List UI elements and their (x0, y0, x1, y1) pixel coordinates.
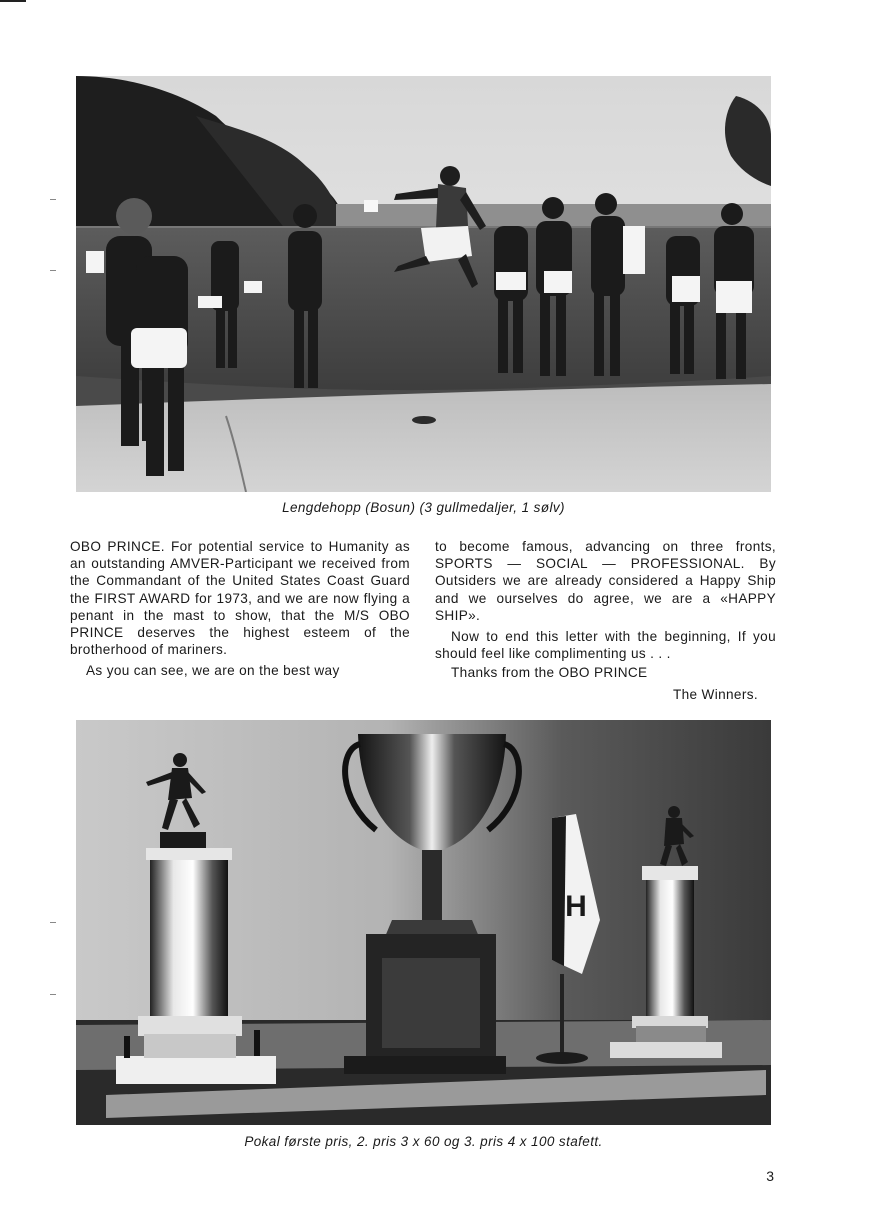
article-signature: The Winners. (672, 686, 758, 702)
margin-tick-mark (50, 270, 56, 271)
article-left-column (70, 538, 410, 680)
margin-tick-mark (50, 199, 56, 200)
pennant-letter: H (565, 890, 587, 923)
article-paragraph: to become famous, advancing on three fronts, SPORTS — SOCIAL — PROFESSIONAL. By Outsiders we are already considered a Happy Ship and we ourselves do agree, we are a «HAPPY SHIP». (435, 539, 776, 623)
article-right-column (435, 538, 776, 703)
trophies-photo-drawing (76, 720, 771, 1125)
long-jump-photo-drawing (76, 76, 771, 492)
article-paragraph: As you can see, we are on the best way (86, 663, 340, 679)
article-paragraph: Now to end this letter with the beginning, If you should feel like complimenting us . . . (435, 629, 776, 662)
bottom-photo-caption: Pokal første pris, 2. pris 3 x 60 og 3. pris 4 x 100 stafett. (244, 1134, 603, 1149)
page-number: 3 (766, 1168, 774, 1184)
margin-tick-mark (50, 994, 56, 995)
trophies-photo (76, 720, 771, 1125)
corner-crop-mark (0, 0, 26, 2)
margin-tick-mark (50, 922, 56, 923)
top-photo-caption: Lengdehopp (Bosun) (3 gullmedaljer, 1 sølv) (282, 500, 565, 515)
article-closing-thanks: Thanks from the OBO PRINCE (451, 665, 648, 681)
long-jump-photo (76, 76, 771, 492)
article-paragraph: OBO PRINCE. For potential service to Humanity as an outstanding AMVER-Participant we received from the Commandant of the United States Coast Guard the FIRST AWARD for 1973, and we are now flying a penant in the mast to show, that the M/S OBO PRINCE deserves the highest esteem of the brotherhood of mariners. (70, 539, 410, 658)
